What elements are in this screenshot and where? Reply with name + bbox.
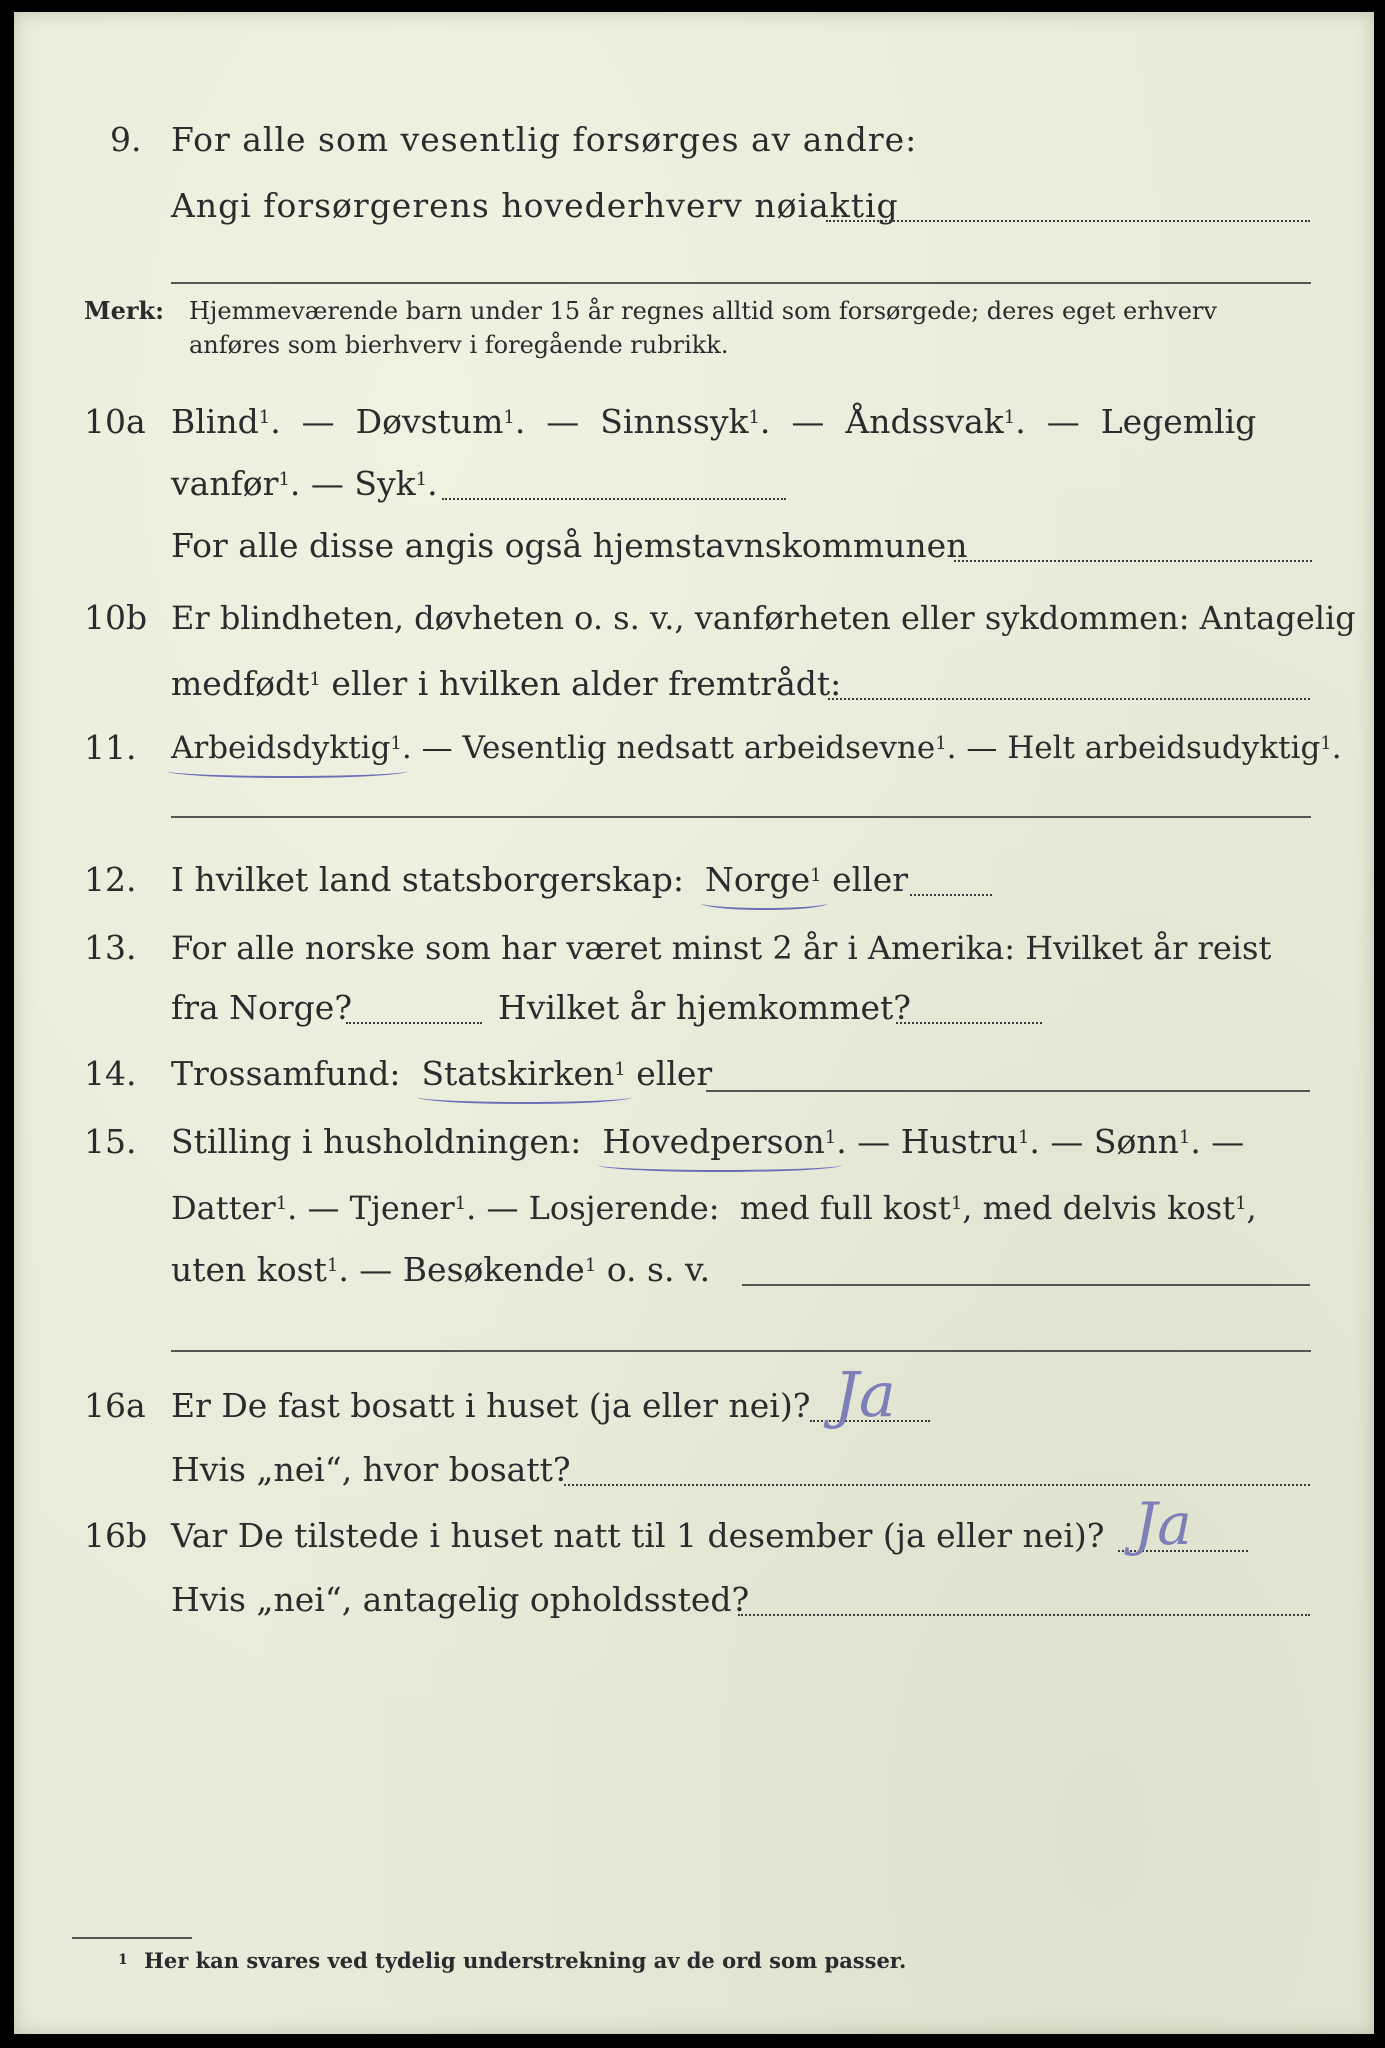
q9-answer-line[interactable]: [171, 282, 1311, 284]
q15-answer-line2[interactable]: [171, 1350, 1311, 1352]
option-sinnssyk[interactable]: Sinnssyk: [600, 402, 749, 441]
q12-line: I hvilket land statsborgerskap: Norge$^1$ eller: [171, 860, 909, 899]
q15-answer-line1[interactable]: [742, 1284, 1310, 1286]
option-blind[interactable]: Blind: [171, 402, 259, 441]
option-nedsatt[interactable]: Vesentlig nedsatt arbeidsevne: [462, 730, 936, 766]
q10a-hjemstavn-field[interactable]: [954, 560, 1312, 562]
option-legemlig[interactable]: Legemlig: [1100, 402, 1257, 441]
q16b-line1: Var De tilstede i huset natt til 1 desember (ja eller nei)?: [171, 1516, 1105, 1555]
option-tjener[interactable]: Tjener: [349, 1189, 455, 1227]
q12-answer-field[interactable]: [910, 894, 992, 896]
q13-part2: Hvilket år hjemkommet?: [498, 988, 911, 1027]
q16a-number: 16a: [84, 1386, 146, 1425]
merk-line1: Hjemmeværende barn under 15 år regnes alltid som forsørgede; deres eget erhverv: [189, 297, 1217, 325]
q9-number: 9.: [110, 120, 142, 159]
q10a-syk-field[interactable]: [442, 498, 786, 500]
option-arbeidsdyktig[interactable]: Arbeidsdyktig$^1$: [171, 730, 402, 766]
q9-line1: For alle som vesentlig forsørges av andre:: [171, 120, 918, 159]
q10a-line1: Blind$^1$. — Døvstum$^1$. — Sinnssyk$^1$. — Åndssvak$^1$. — Legemlig: [171, 402, 1257, 441]
q13-hjemkommet-field[interactable]: [896, 1022, 1042, 1024]
option-dovstum[interactable]: Døvstum: [355, 402, 504, 441]
option-hovedperson[interactable]: Hovedperson$^1$: [602, 1122, 837, 1161]
option-hustru[interactable]: Hustru: [900, 1122, 1018, 1161]
option-vanfor[interactable]: vanfør: [171, 464, 279, 503]
option-datter[interactable]: Datter: [171, 1189, 276, 1227]
q9-answer-field[interactable]: [826, 220, 1310, 222]
option-andssvak[interactable]: Åndssvak: [845, 402, 1004, 441]
q15-number: 15.: [84, 1122, 137, 1161]
footnote-rule: [72, 1937, 192, 1939]
q15-line2: Datter$^1$. — Tjener$^1$. — Losjerende: med full kost$^1$, med delvis kost$^1$,: [171, 1189, 1257, 1227]
option-syk[interactable]: Syk: [354, 464, 416, 503]
q10a-line3: For alle disse angis også hjemstavnskommunen: [171, 526, 968, 565]
q10b-answer-field[interactable]: [828, 698, 1310, 700]
q11-answer-line[interactable]: [171, 816, 1311, 818]
option-statskirken[interactable]: Statskirken$^1$: [421, 1054, 626, 1093]
q13-number: 13.: [84, 928, 137, 967]
q14-answer-line[interactable]: [706, 1090, 1310, 1092]
q16b-line2: Hvis „nei“, antagelig opholdssted?: [171, 1580, 750, 1619]
q16a-bosatt-field[interactable]: [564, 1484, 1310, 1486]
option-medfodt[interactable]: medfødt: [171, 664, 310, 703]
q10a-line2: vanfør$^1$. — Syk$^1$.: [171, 464, 438, 503]
q16b-handwritten-answer: Ja: [1134, 1490, 1192, 1558]
q10b-number: 10b: [84, 598, 148, 637]
q9-line2: Angi forsørgerens hovederhverv nøiaktig: [171, 186, 899, 225]
q10b-line1: Er blindheten, døvheten o. s. v., vanførheten eller sykdommen: Antagelig: [171, 599, 1356, 637]
q16a-line1: Er De fast bosatt i huset (ja eller nei)?: [171, 1386, 811, 1425]
option-udyktig[interactable]: Helt arbeidsudyktig: [1007, 730, 1321, 766]
footnote-text: Her kan svares ved tydelig understrekning av de ord som passer.: [144, 1948, 907, 1973]
option-uten-kost[interactable]: uten kost: [171, 1250, 327, 1289]
q16b-opholdssted-field[interactable]: [738, 1614, 1310, 1616]
q11-number: 11.: [84, 728, 137, 767]
option-sonn[interactable]: Sønn: [1093, 1122, 1179, 1161]
q13-part1: fra Norge?: [171, 988, 353, 1027]
q10a-number: 10a: [84, 402, 146, 441]
q13-reist-field[interactable]: [346, 1022, 482, 1024]
q16a-handwritten-answer: Ja: [834, 1358, 896, 1431]
q10b-line2: medfødt$^1$ eller i hvilken alder fremtrådt:: [171, 664, 842, 703]
option-norge[interactable]: Norge$^1$: [705, 860, 822, 899]
option-full-kost[interactable]: med full kost: [739, 1189, 951, 1227]
merk-line2: anføres som bierhverv i foregående rubrikk.: [189, 331, 729, 359]
footnote-mark: 1: [118, 1952, 128, 1968]
q14-line: Trossamfund: Statskirken$^1$ eller: [171, 1054, 713, 1093]
merk-label: Merk:: [84, 296, 164, 325]
q11-options: Arbeidsdyktig$^1$. — Vesentlig nedsatt arbeidsevne$^1$. — Helt arbeidsudyktig$^1$.: [171, 730, 1342, 766]
q16a-line2: Hvis „nei“, hvor bosatt?: [171, 1450, 571, 1489]
q16b-number: 16b: [84, 1516, 148, 1555]
q13-line1: For alle norske som har været minst 2 år i Amerika: Hvilket år reist: [171, 929, 1272, 967]
q15-line1: Stilling i husholdningen: Hovedperson$^1$. — Hustru$^1$. — Sønn$^1$. —: [171, 1122, 1245, 1161]
q14-number: 14.: [84, 1054, 137, 1093]
q15-line3: uten kost$^1$. — Besøkende$^1$ o. s. v.: [171, 1250, 711, 1289]
option-delvis-kost[interactable]: med delvis kost: [982, 1189, 1236, 1227]
q12-number: 12.: [84, 860, 137, 899]
census-form-page: [14, 12, 1374, 2034]
option-besokende[interactable]: Besøkende: [402, 1250, 585, 1289]
